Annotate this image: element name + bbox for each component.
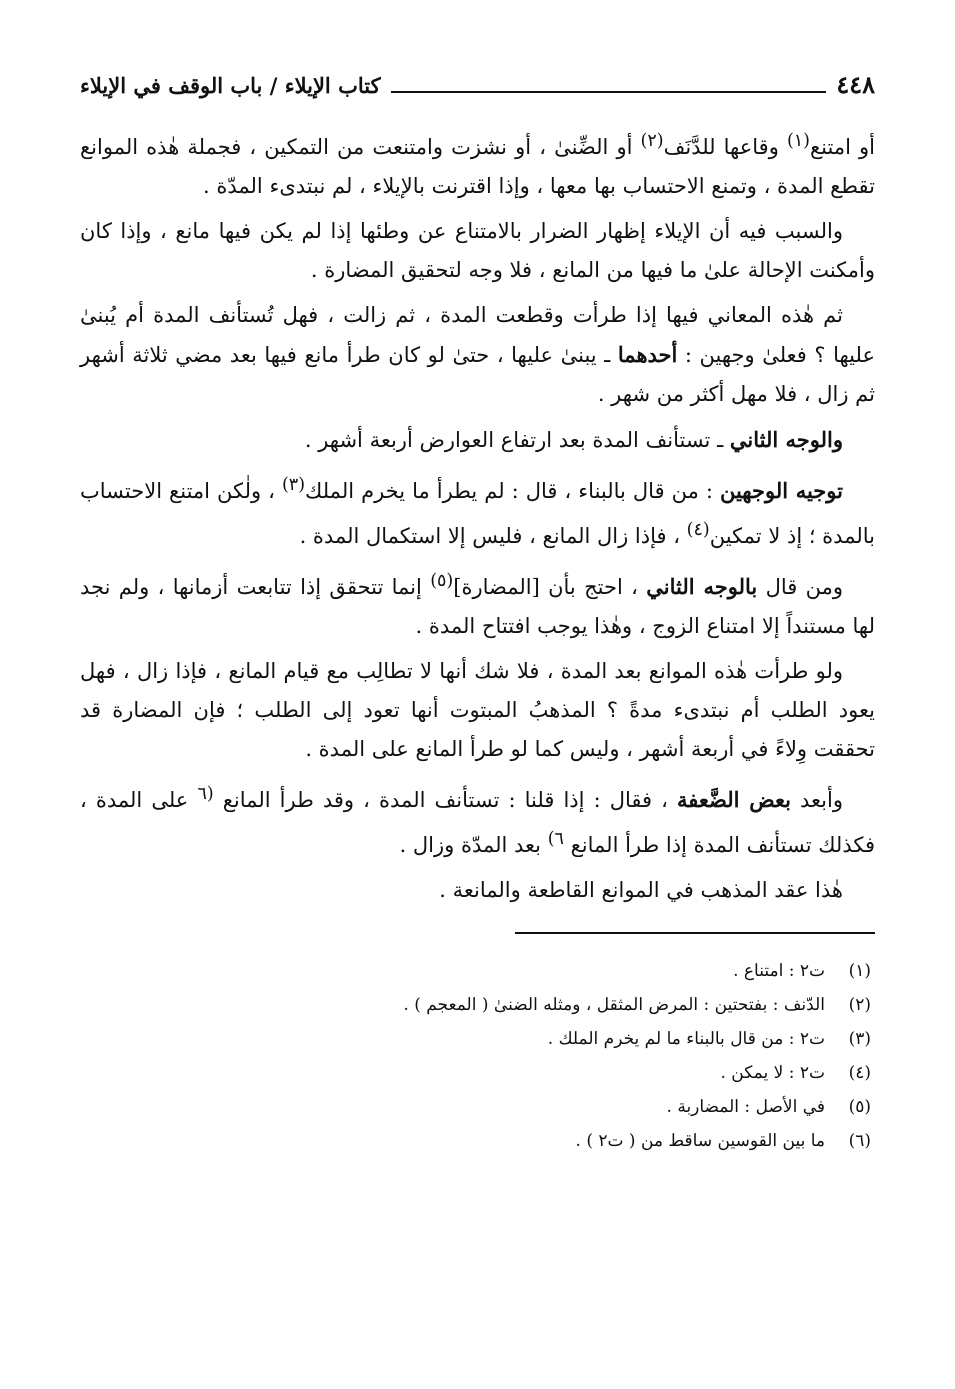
- footnote: [80, 1056, 871, 1090]
- text-run: إنما تتحقق إذا تتابعت أزمانها ، ولم نجد لها مستنداً إلا امتناع الزوج ، وهٰذا يوجب افتتاح المدة .: [80, 575, 875, 638]
- page: [80, 70, 875, 1158]
- footnote-marker: (٦: [197, 784, 214, 804]
- footnote-separator: [515, 932, 875, 934]
- footnote: [80, 988, 871, 1022]
- footnote-text: ت٢ : من قال بالبناء ما لم يخرم الملك .: [547, 1029, 825, 1049]
- paragraph: [80, 775, 875, 865]
- text-run: أو امتنع: [810, 135, 876, 159]
- paragraph: [80, 296, 875, 414]
- footnote-marker: ٦): [547, 829, 564, 849]
- footnote-marker: (٢): [640, 131, 664, 151]
- footnote-text: في الأصل : المضاربة .: [666, 1097, 825, 1117]
- paragraph: [80, 562, 875, 646]
- running-header: [80, 70, 875, 106]
- footnote-text: ت٢ : امتناع .: [733, 961, 825, 981]
- text-run: : من قال بالبناء ، قال : لم يطرأ ما يخرم الملك: [305, 479, 720, 503]
- text-run: ، ولٰكن امتنع الاحتساب بالمدة ؛ إذ لا تمكين: [80, 479, 875, 548]
- bold-term: والوجه الثاني: [729, 427, 843, 452]
- text-run: ، احتج بأن [المضارة]: [453, 575, 647, 599]
- text-run: هٰذا عقد المذهب في الموانع القاطعة والمانعة .: [439, 878, 843, 902]
- paragraph: [80, 652, 875, 769]
- footnote-marker: (٤): [686, 520, 710, 540]
- text-run: والسبب فيه أن الإيلاء إظهار الضرار بالامتناع عن وطئها إذا لم يكن فيها مانع ، وإذا كان وأمكنت الإحالة علىٰ ما فيها من المانع ، فلا وجه لتحقيق المضارة .: [80, 219, 875, 282]
- paragraph: [80, 871, 875, 910]
- text-run: على المدة ، فكذلك تستأنف المدة إذا طرأ المانع: [80, 788, 875, 857]
- text-run: وأبعد: [790, 788, 843, 812]
- footnote-marker: (٣): [281, 475, 306, 495]
- text-run: ومن قال: [757, 575, 843, 599]
- header-title: كتاب الإيلاء / باب الوقف في الإيلاء: [80, 73, 381, 98]
- footnote-number: (٢): [848, 995, 871, 1015]
- footnote-number: (٦): [848, 1131, 871, 1151]
- header-rule: [391, 91, 827, 93]
- bold-term: توجيه الوجهين: [719, 478, 843, 503]
- paragraph: [80, 212, 875, 290]
- footnote-number: (٣): [848, 1029, 871, 1049]
- main-text: [80, 122, 875, 910]
- footnote-marker: (٥): [430, 571, 454, 591]
- footnote-text: الدّنف : بفتحتين : المرض المثقل ، ومثله الضنىٰ ( المعجم ) .: [403, 995, 825, 1015]
- footnote: [80, 954, 871, 988]
- text-run: ـ يبنىٰ عليها ، حتىٰ لو كان طرأ مانع فيها بعد مضي ثلاثة أشهر ثم زال ، فلا مهل أكثر من شهر .: [80, 343, 875, 406]
- text-run: ـ تستأنف المدة بعد ارتفاع العوارض أربعة أشهر .: [304, 428, 730, 452]
- page-number: ٤٤٨: [836, 70, 875, 99]
- bold-term: بالوجه الثاني: [646, 574, 758, 599]
- footnote: [80, 1022, 871, 1056]
- text-run: وقاعها للدَّنَف: [663, 135, 787, 159]
- footnote-marker: (١): [786, 131, 810, 151]
- text-run: ولو طرأت هٰذه الموانع بعد المدة ، فلا شك أنها لا تطالِب مع قيام المانع ، فإذا زال ، فهل يعود الطلب أم نبتدىء مدةً ؟ المذهبُ المبتوت أنها تعود إلى الطلب ؛ فإن المضارة قد تحققت وِلاءً في أربعة أشهر ، وليس كما لو طرأ المانع على المدة .: [80, 659, 875, 761]
- text-run: أو الضِّنىٰ ، أو نشزت وامتنعت من التمكين ، فجملة هٰذه الموانع تقطع المدة ، وتمنع الاحتساب بها معها ، وإذا اقترنت بالإيلاء ، لم نبتدىء المدّة .: [80, 135, 875, 198]
- footnote: [80, 1124, 871, 1158]
- footnote-number: (٤): [848, 1063, 871, 1083]
- bold-term: بعض الضَّعفة: [677, 787, 791, 812]
- footnote-number: (٥): [848, 1097, 871, 1117]
- footnotes: [80, 954, 875, 1158]
- text-run: ، فإذا زال المانع ، فليس إلا استكمال المدة .: [299, 524, 687, 548]
- footnote-text: ت٢ : لا يمكن .: [720, 1063, 825, 1083]
- paragraph: [80, 420, 875, 460]
- paragraph: [80, 466, 875, 556]
- text-run: ، فقال : إذا قلنا : تستأنف المدة ، وقد طرأ المانع: [213, 788, 678, 812]
- paragraph: [80, 122, 875, 206]
- footnote: [80, 1090, 871, 1124]
- footnote-number: (١): [848, 961, 871, 981]
- bold-term: أحدهما: [617, 342, 678, 367]
- text-run: ثم هٰذه المعاني فيها إذا طرأت وقطعت المدة ، ثم زالت ، فهل تُستأنف المدة أم يُبنىٰ عليها ؟ فعلىٰ وجهين :: [80, 303, 876, 367]
- footnote-text: ما بين القوسين ساقط من ( ت٢ ) .: [575, 1131, 825, 1151]
- text-run: بعد المدّة وزال .: [399, 833, 548, 857]
